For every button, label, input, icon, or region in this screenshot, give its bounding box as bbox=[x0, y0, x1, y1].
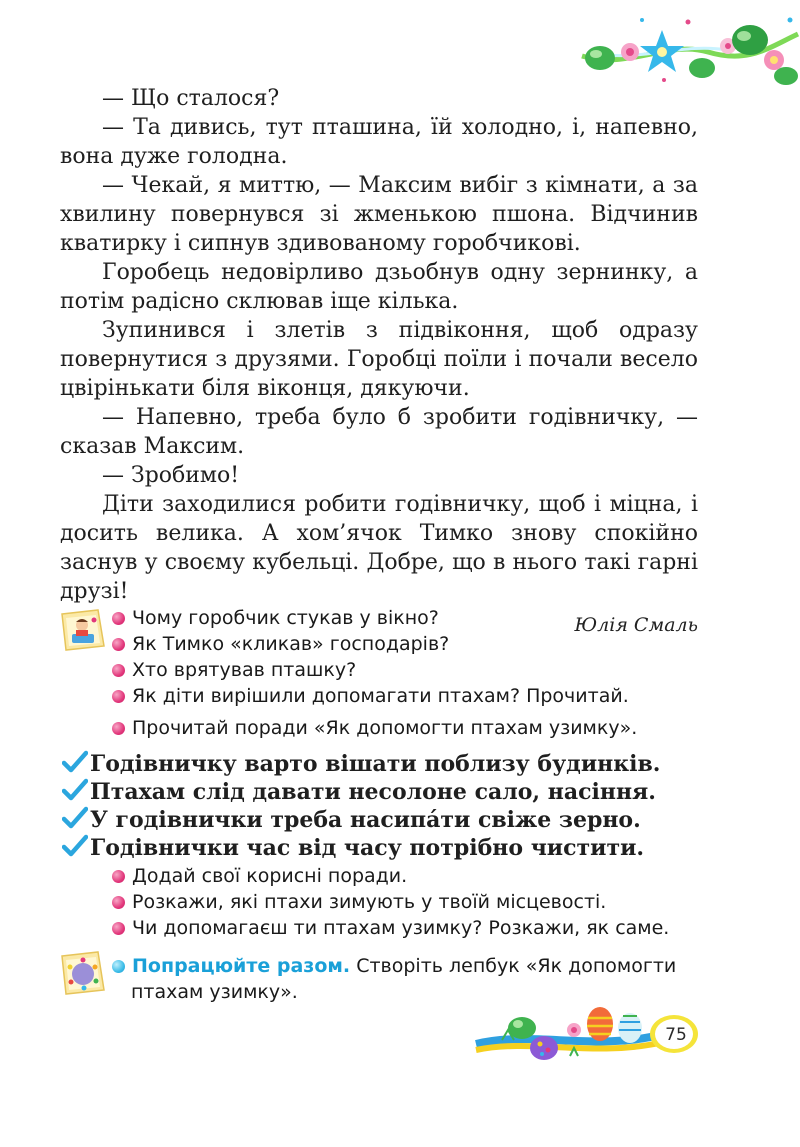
bullet-icon bbox=[112, 870, 125, 883]
bullet-icon bbox=[112, 960, 125, 973]
page-number: 75 bbox=[665, 1025, 687, 1045]
bullet-icon bbox=[112, 722, 125, 735]
bullet-icon bbox=[112, 612, 125, 625]
bullet-icon bbox=[112, 664, 125, 677]
flower-garland-icon bbox=[578, 12, 800, 90]
question-item: Додай свої корисні поради. bbox=[112, 864, 407, 889]
story-paragraph: Діти заходилися робити годівничку, щоб і міцна, і досить велика. А хом’ячок Тимко знову спокійно заснув у своєму кубельці. Добре, що в нього такі гарні друзі! bbox=[60, 492, 698, 604]
checkmark-icon bbox=[62, 834, 88, 858]
story-paragraph: — Чекай, я миттю, — Максим вибіг з кімнати, а за хвилину повернувся зі жменькою пшона. Відчинив кватирку і сипнув здивованому горобчикові. bbox=[60, 173, 698, 256]
question-item: Чому горобчик стукав у вікно? bbox=[112, 606, 439, 631]
question-item: Хто врятував пташку? bbox=[112, 658, 356, 683]
story-paragraph: — Напевно, треба було б зробити годівничку, — сказав Максим. bbox=[60, 405, 698, 459]
group-task-text-continued: птахам узимку». bbox=[131, 981, 298, 1003]
checkmark-icon bbox=[62, 806, 88, 830]
teamwork-circle-icon bbox=[60, 950, 106, 996]
bullet-icon bbox=[112, 922, 125, 935]
checkmark-icon bbox=[62, 778, 88, 802]
story-paragraph: Зупинився і злетів з підвіконня, щоб одразу повернутися з друзями. Горобці поїли і почали весело цвірінькати біля віконця, дякуючи. bbox=[60, 318, 698, 401]
story-text bbox=[60, 84, 698, 638]
reading-child-icon bbox=[60, 608, 106, 652]
tip-item: У годівнички треба насипáти свіже зерно. bbox=[62, 806, 641, 834]
checkmark-icon bbox=[62, 750, 88, 774]
bullet-icon bbox=[112, 896, 125, 909]
story-paragraph: — Зробимо! bbox=[102, 463, 240, 488]
tip-item: Годівничку варто вішати поблизу будинків. bbox=[62, 750, 660, 778]
author-name: Юлія Смаль bbox=[574, 614, 698, 636]
question-item: Як діти вирішили допомагати птахам? Прочитай. bbox=[112, 684, 629, 709]
group-task-text: Створіть лепбук «Як допомогти bbox=[356, 955, 677, 977]
tip-item: Птахам слід давати несолоне сало, насіння. bbox=[62, 778, 656, 806]
group-task-label: Попрацюйте разом. bbox=[132, 955, 351, 977]
tip-item: Годівнички час від часу потрібно чистити. bbox=[62, 834, 644, 862]
question-item: Як Тимко «кликав» господарів? bbox=[112, 632, 449, 657]
bullet-icon bbox=[112, 690, 125, 703]
story-paragraph: Горобець недовірливо дзьобнув одну зернинку, а потім радісно склював іще кілька. bbox=[60, 260, 698, 314]
question-item: Розкажи, які птахи зимують у твоїй місцевості. bbox=[112, 890, 606, 915]
story-paragraph: — Що сталося? bbox=[102, 86, 280, 111]
story-paragraph: — Та дивись, тут пташина, їй холодно, і, напевно, вона дуже голодна. bbox=[60, 115, 698, 169]
question-item: Прочитай поради «Як допомогти птахам узимку». bbox=[112, 716, 637, 741]
question-item: Чи допомагаєш ти птахам узимку? Розкажи, як саме. bbox=[112, 916, 669, 941]
bullet-icon bbox=[112, 638, 125, 651]
group-task bbox=[112, 954, 676, 979]
